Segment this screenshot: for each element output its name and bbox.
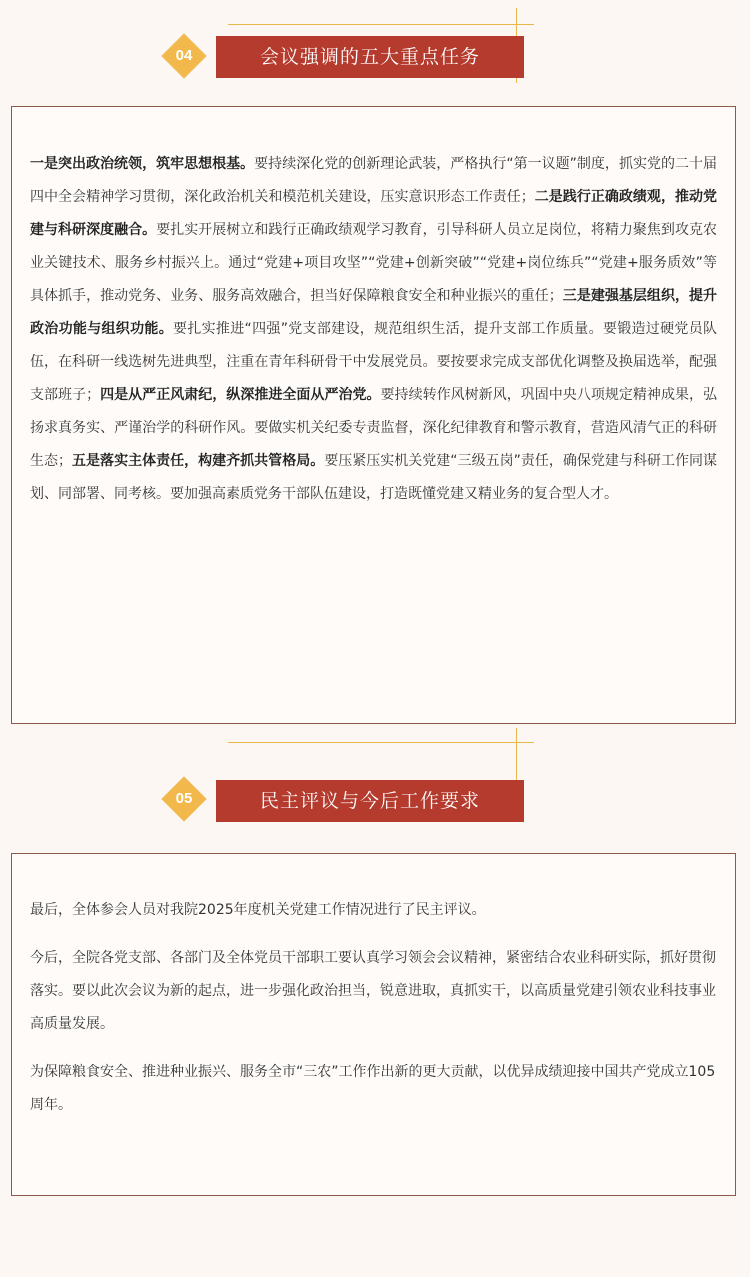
- section-header-04: [0, 8, 750, 88]
- task-paragraph: [30, 148, 717, 511]
- task-text: 要扎实推进“四强”党支部建设，规范组织生活，提升支部工作质量。要锻造过硬党员队伍，在科研一线选树先进典型，注重在青年科研骨干中发展党员。要按要求完成支部优化调整及换届选举，配强支部班子；: [30, 321, 718, 403]
- closing-paragraph: 为保障粮食安全、推进种业振兴、服务全市“三农”工作作出新的更大贡献，以优异成绩迎接中国共产党成立105周年。: [30, 1064, 716, 1113]
- section-content-05: [11, 853, 736, 1196]
- task-heading: 三是建强基层组织，提升政治功能与组织功能。: [30, 288, 718, 337]
- task-heading: 四是从严正风肃纪，纵深推进全面从严治党。: [100, 387, 381, 403]
- header-decor-line: [228, 24, 534, 25]
- task-text: 要压紧压实机关党建“三级五岗”责任，确保党建与科研工作同谋划、同部署、同考核。要加强高素质党务干部队伍建设，打造既懂党建又精业务的复合型人才。: [30, 453, 717, 502]
- task-heading: 五是落实主体责任，构建齐抓共管格局。: [72, 453, 325, 469]
- task-heading: 一是突出政治统领，筑牢思想根基。: [30, 156, 255, 172]
- task-heading: 二是践行正确政绩观，推动党建与科研深度融合。: [30, 189, 718, 238]
- section-title: 民主评议与今后工作要求: [216, 780, 524, 822]
- section-number: 04: [175, 47, 193, 64]
- section-number: 05: [175, 790, 193, 807]
- requirement-paragraph: 今后，全院各党支部、各部门及全体党员干部职工要认真学习领会会议精神，紧密结合农业科研实际，抓好贯彻落实。要以此次会议为新的起点，进一步强化政治担当，锐意进取，真抓实干，以高质量党建引领农业科技事业高质量发展。: [30, 950, 716, 1032]
- summary-paragraph: 最后，全体参会人员对我院2025年度机关党建工作情况进行了民主评议。: [30, 902, 486, 918]
- task-text: 要持续深化党的创新理论武装，严格执行“第一议题”制度，抓实党的二十届四中全会精神学习贯彻，深化政治机关和模范机关建设，压实意识形态工作责任；: [30, 156, 718, 205]
- section-content-04: [11, 106, 736, 724]
- section-header-05: [0, 728, 750, 812]
- task-text: 要扎实开展树立和践行正确政绩观学习教育，引导科研人员立足岗位，将精力聚焦到攻克农业关键技术、服务乡村振兴上。通过“党建+项目攻坚”“党建+创新突破”“党建+岗位练兵”“党建+服务质效”等具体抓手，推动党务、业务、服务高效融合，担当好保障粮食安全和种业振兴的重任；: [30, 222, 717, 304]
- section-title: 会议强调的五大重点任务: [216, 36, 524, 78]
- task-text: 要持续转作风树新风，巩固中央八项规定精神成果，弘扬求真务实、严谨治学的科研作风。要做实机关纪委专责监督，深化纪律教育和警示教育，营造风清气正的科研生态；: [30, 387, 718, 469]
- header-decor-line: [228, 742, 534, 743]
